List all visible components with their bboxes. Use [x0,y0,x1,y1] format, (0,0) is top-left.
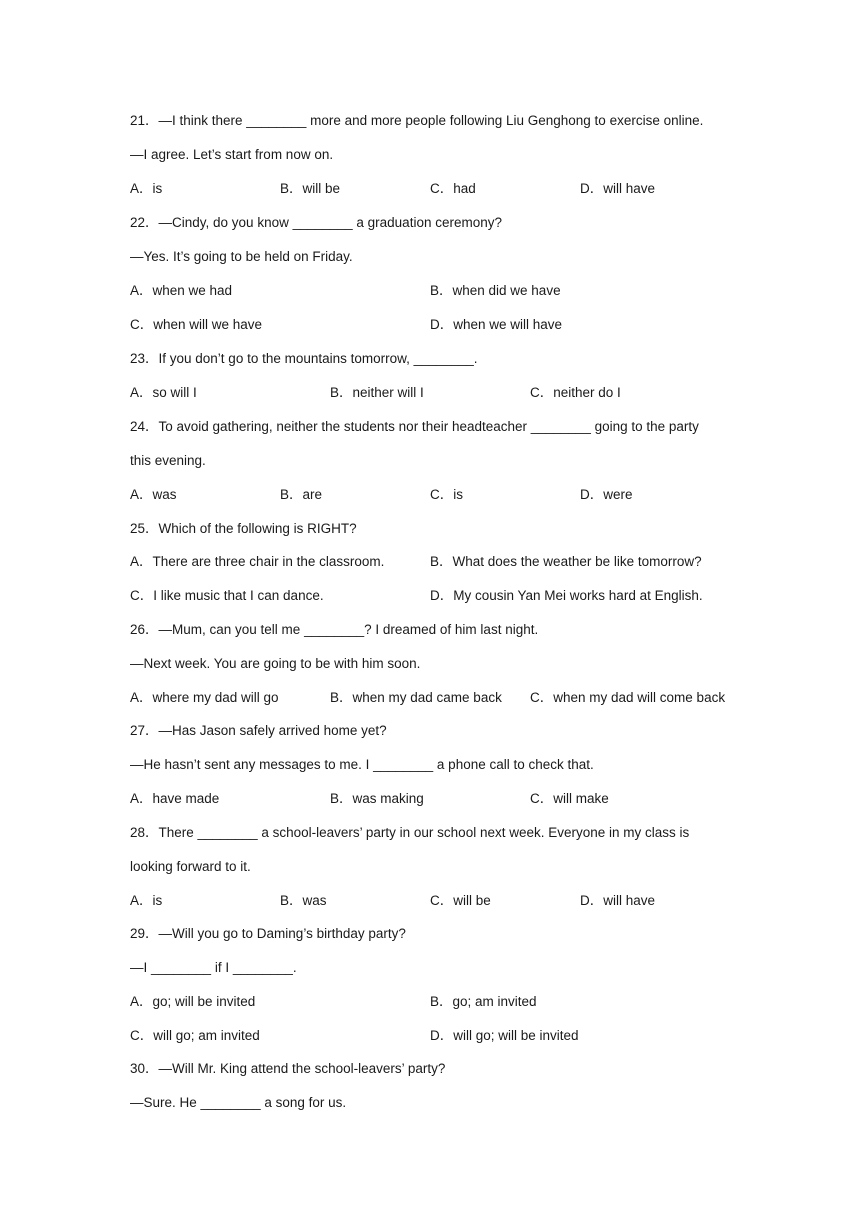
question-22-stem: 22．—Cindy, do you know ________ a graduation ceremony? [130,215,502,230]
question-28-option-c: C．will be [430,893,491,908]
question-23-option-a: A．so will I [130,385,197,400]
question-21-option-a: A．is [130,181,163,196]
question-21-option-d: D．will have [580,181,656,196]
question-24-option-c: C．is [430,487,463,502]
question-28-option-b: B．was [280,893,327,908]
question-26-reply: —Next week. You are going to be with him soon. [130,656,421,671]
question-24-option-a: A．was [130,487,177,502]
question-26-option-a: A．where my dad will go [130,690,279,705]
question-22-option-c: C．when will we have [130,317,263,332]
question-28-stem-cont: looking forward to it. [130,859,251,874]
question-21-option-b: B．will be [280,181,341,196]
question-22-option-d: D．when we will have [430,317,563,332]
question-21-reply: —I agree. Let’s start from now on. [130,147,334,162]
question-25-option-c: C．I like music that I can dance. [130,588,324,603]
question-24-option-d: D．were [580,487,633,502]
question-23-option-b: B．neither will I [330,385,424,400]
question-25-option-b: B．What does the weather be like tomorrow? [430,554,702,569]
question-29-reply: —I ________ if I ________. [130,960,297,975]
question-28-option-d: D．will have [580,893,656,908]
question-24-stem-cont: this evening. [130,453,206,468]
question-24-stem: 24．To avoid gathering, neither the students nor their headteacher ________ going to the party [130,419,699,434]
question-29-option-d: D．will go; will be invited [430,1028,579,1043]
question-25-option-a: A．There are three chair in the classroom. [130,554,385,569]
question-22-option-a: A．when we had [130,283,233,298]
question-29-stem: 29．—Will you go to Daming’s birthday party? [130,926,406,941]
question-22-reply: —Yes. It’s going to be held on Friday. [130,249,353,264]
question-23-option-c: C．neither do I [530,385,621,400]
question-22-option-b: B．when did we have [430,283,561,298]
question-21-option-c: C．had [430,181,476,196]
question-30-stem: 30．—Will Mr. King attend the school-leavers’ party? [130,1061,446,1076]
question-29-option-a: A．go; will be invited [130,994,256,1009]
question-28-option-a: A．is [130,893,163,908]
question-29-option-b: B．go; am invited [430,994,537,1009]
question-27-option-c: C．will make [530,791,609,806]
question-27-reply: —He hasn’t sent any messages to me. I ________ a phone call to check that. [130,757,594,772]
question-24-option-b: B．are [280,487,323,502]
question-27-stem: 27．—Has Jason safely arrived home yet? [130,723,387,738]
question-26-option-c: C．when my dad will come back [530,690,726,705]
question-29-option-c: C．will go; am invited [130,1028,260,1043]
question-26-option-b: B．when my dad came back [330,690,502,705]
question-21-stem: 21．—I think there ________ more and more people following Liu Genghong to exercise online. [130,113,704,128]
question-30-reply: —Sure. He ________ a song for us. [130,1095,347,1110]
question-26-stem: 26．—Mum, can you tell me ________? I dreamed of him last night. [130,622,539,637]
question-25-option-d: D．My cousin Yan Mei works hard at English. [430,588,703,603]
question-25-stem: 25．Which of the following is RIGHT? [130,521,357,536]
question-27-option-a: A．have made [130,791,220,806]
question-23-stem: 23．If you don’t go to the mountains tomorrow, ________. [130,351,478,366]
question-27-option-b: B．was making [330,791,424,806]
question-28-stem: 28．There ________ a school-leavers’ party in our school next week. Everyone in my class is [130,825,690,840]
